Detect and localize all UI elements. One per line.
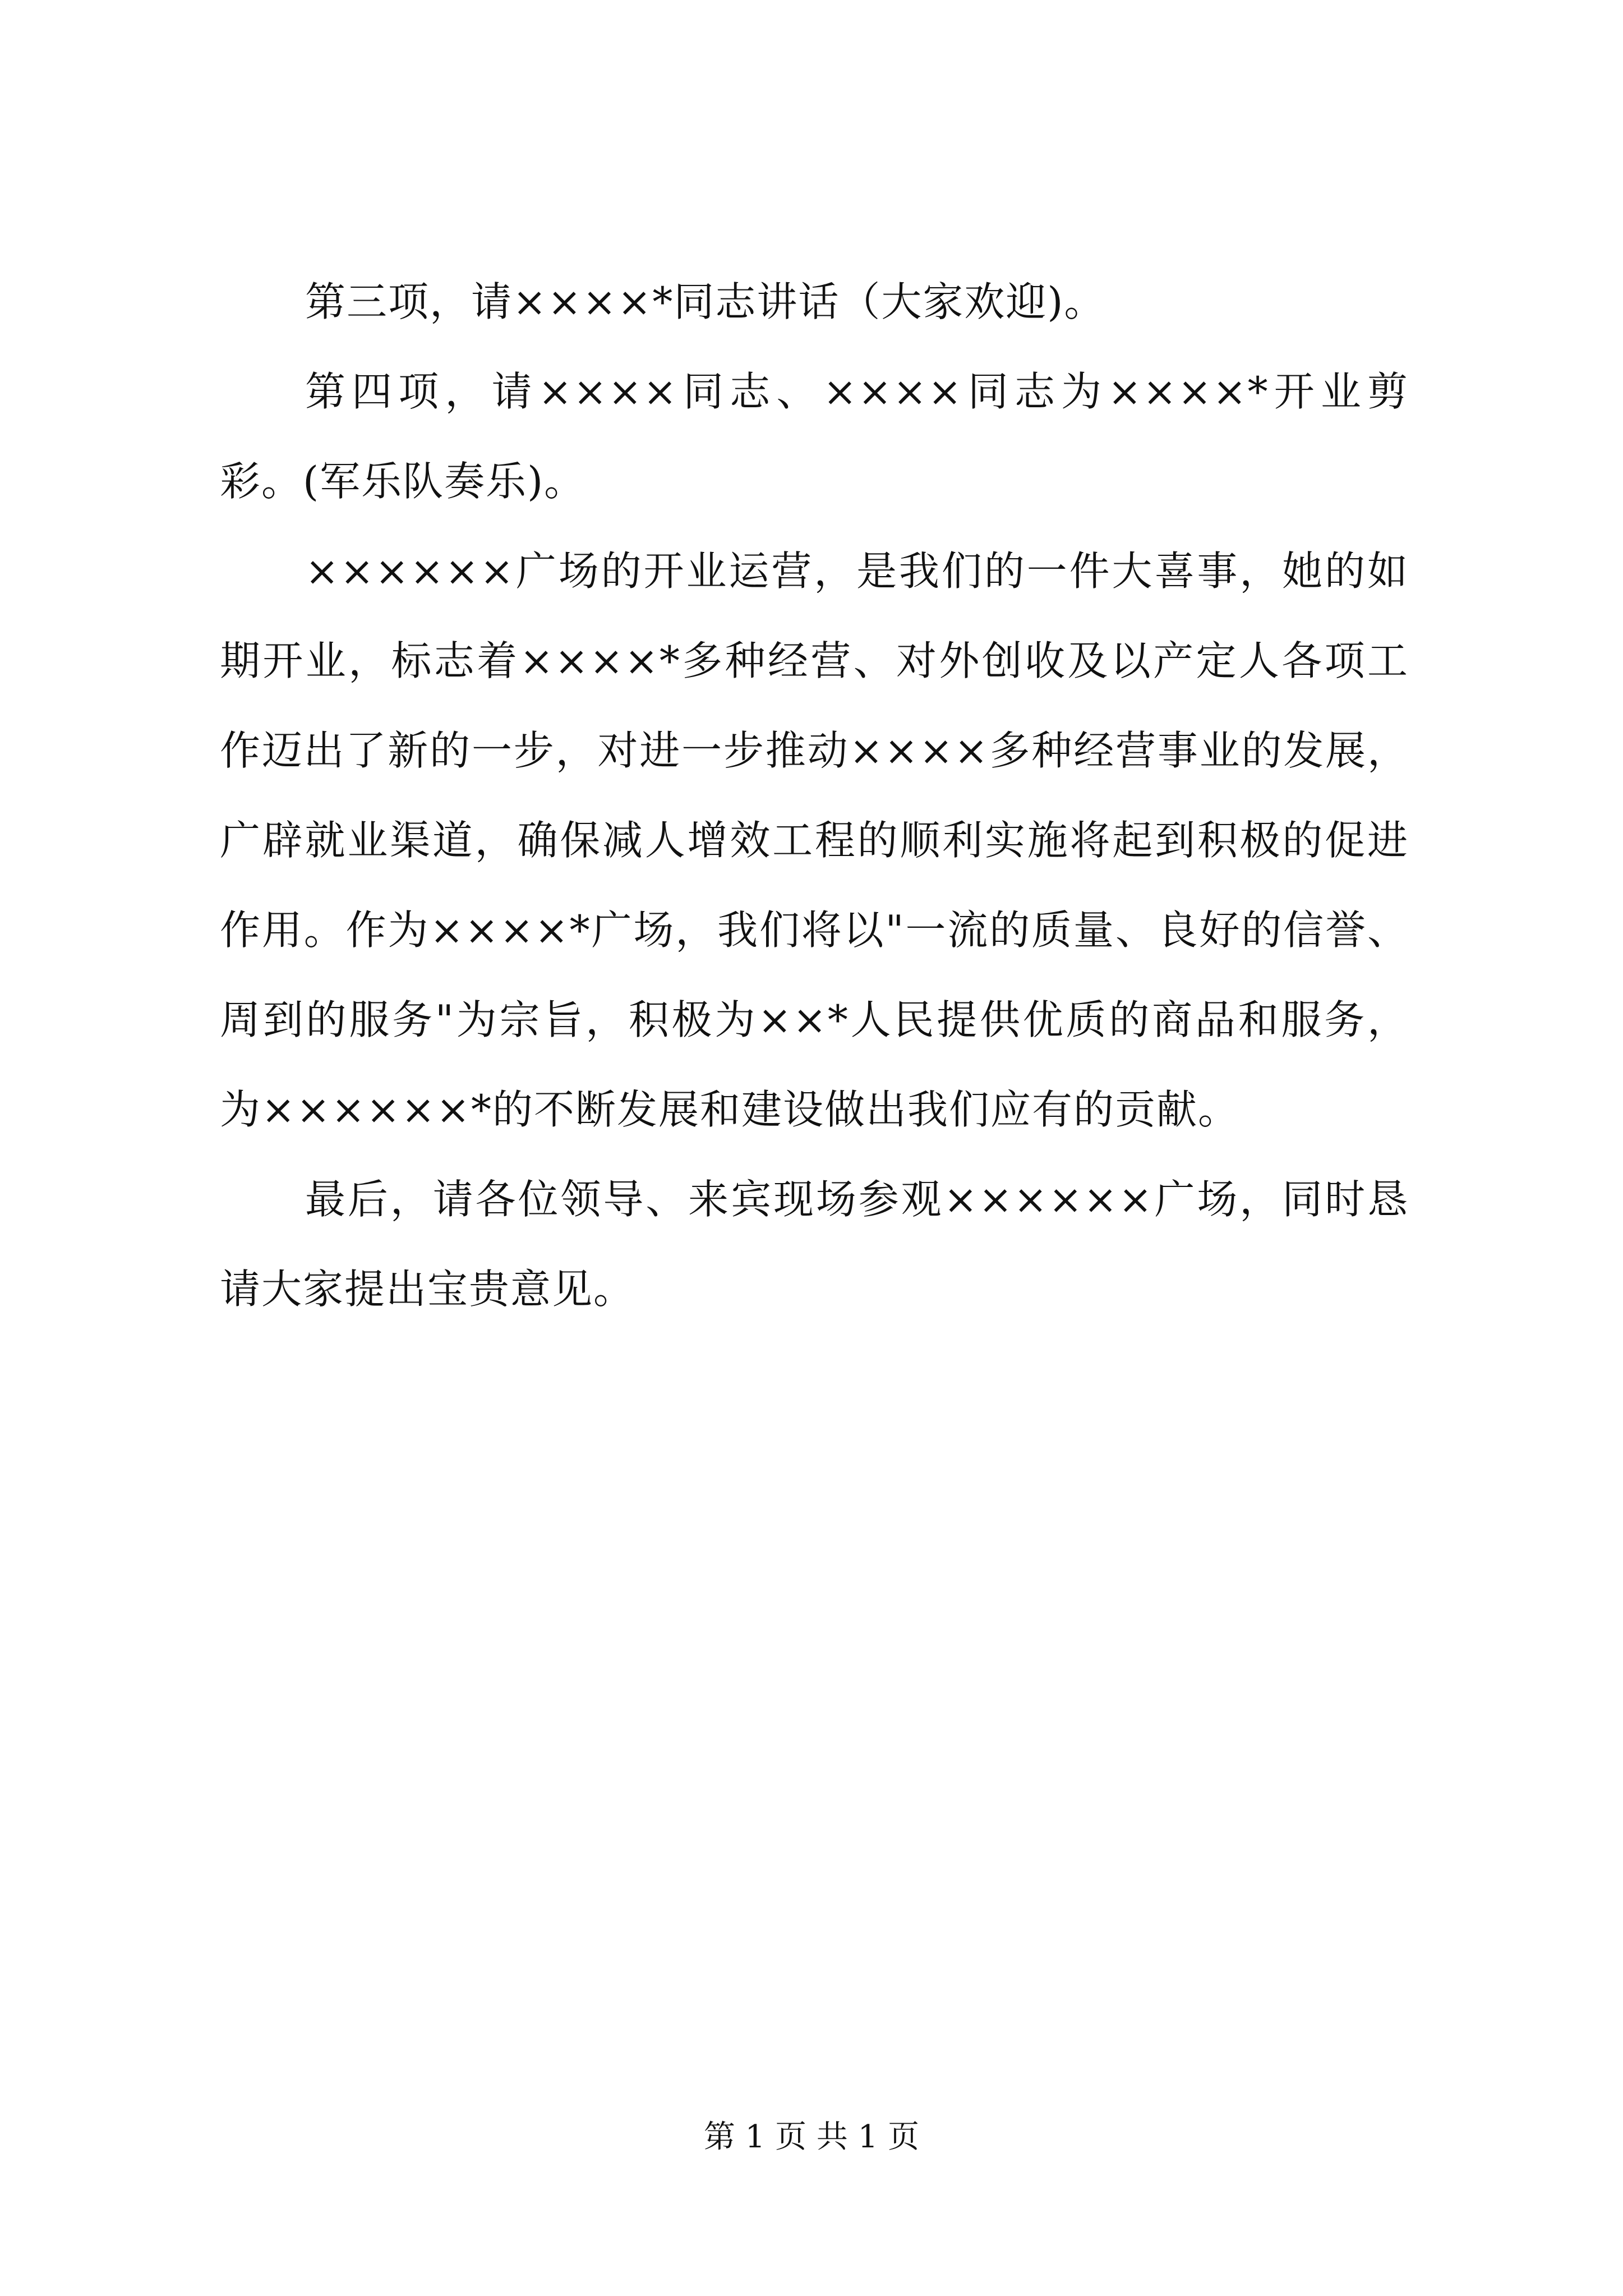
paragraph-item-4: 第四项，请××××同志、××××同志为××××*开业剪彩。(军乐队奏乐)。 — [220, 368, 1409, 505]
paragraph-closing: 最后，请各位领导、来宾现场参观××××××广场，同时恳请大家提出宝贵意见。 — [220, 1176, 1409, 1313]
paragraph-opening-significance: ××××××广场的开业运营，是我们的一件大喜事，她的如期开业，标志着××××*多种经营、对外创收及以产定人各项工作迈出了新的一步，对进一步推动××××多种经营事业的发展，广辟就业渠道，确保减人增效工程的顺利实施将起到积极的促进作用。作为××××*广场，我们将以"一流的质量、良好的信誉、周到的服务"为宗旨，积极为××*人民提供优质的商品和服务，为××××××*的不断发展和建设做出我们应有的贡献。 — [220, 547, 1409, 1133]
paragraph-item-3: 第三项，请××××*同志讲话（大家欢迎)。 — [305, 278, 1106, 325]
page-footer: 第 1 页 共 1 页 — [703, 2119, 920, 2155]
document-body — [220, 257, 1409, 1334]
